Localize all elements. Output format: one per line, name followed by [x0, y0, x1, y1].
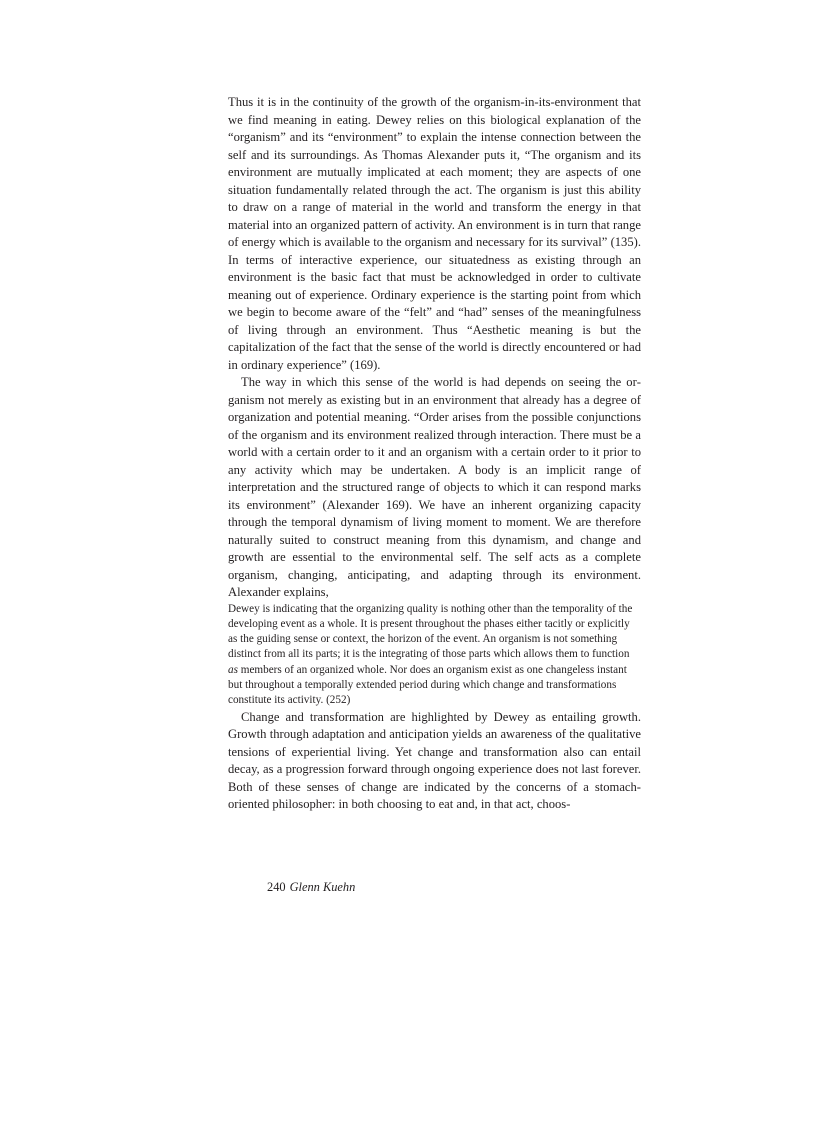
running-author: Glenn Kuehn: [289, 880, 356, 894]
body-text: [228, 94, 641, 814]
quote-emphasis: as: [228, 663, 238, 676]
paragraph-1: Thus it is in the continuity of the growth of the organism-in-its-environment that we find meaning in eating. Dewey relies on this biological explanation of the “organism” and its “environment” to explain the intense connection between the self and its surroundings. As Thomas Alexander puts it, “The organism and its environment are mutually implicated at each moment; they are aspects of one situation fundamentally related through the act. The organism is just this ability to draw on a range of material in the world and transform the energy in that material into an organized pattern of activity. An environment is in turn that range of energy which is available to the organism and necessary for its survival” (135). In terms of interactive experience, our situatedness as existing through an environment is the basic fact that must be acknowledged in order to cultivate meaning out of experience. Ordinary experience is the starting point from which we begin to become aware of the “felt” and “had” senses of the meaningfulness of living through an environment. Thus “Aesthetic meaning is but the capitalization of the fact that the sense of the world is directly encountered or had in ordinary experience” (169).: [228, 95, 641, 372]
page-number: 240: [267, 880, 286, 894]
quote-text-2: members of an organized whole. Nor does an organism exist as one changeless instant but throughout a temporally extended period during which change and transformations constitute its activity. (252): [228, 663, 627, 707]
block-quote: [228, 602, 641, 709]
paragraph-3: Change and transformation are highlighted by Dewey as entailing growth. Growth through adaptation and anticipation yields an awareness of the qualitative tensions of experiential living. Yet change and transformation also can entail decay, as a progression forward through ongoing experience does not last forever. Both of these senses of change are indicated by the concerns of a stomach-oriented philosopher: in both choosing to eat and, in that act, choos-: [228, 709, 641, 812]
quote-text-1: Dewey is indicating that the organizing quality is nothing other than the temporality of the developing event as a whole. It is present throughout the phases either tacitly or explicitly as the guiding sense or context, the horizon of the event. An organism is not something distinct from all its parts; it is the integrating of those parts which allows them to function: [228, 602, 633, 661]
paragraph-2: The way in which this sense of the world is had depends on seeing the organism not merely as existing but in an environment that already has a degree of organization and potential meaning. “Order arises from the possible conjunctions of the organism and its environment realized through interaction. There must be a world with a certain order to it and an organism with a certain order to it prior to any activity which may be undertaken. A body is an implicit range of interpretation and the structured range of objects to which it can respond marks its environment” (Alexander 169). We have an inherent organizing capacity through the temporal dynamism of living moment to moment. We are therefore naturally suited to construct meaning from this dynamism, and change and growth are essential to the environmental self. The self acts as a complete organism, changing, anticipating, and adapting through its environment. Alexander explains,: [228, 375, 641, 599]
page-footer: [267, 880, 355, 895]
